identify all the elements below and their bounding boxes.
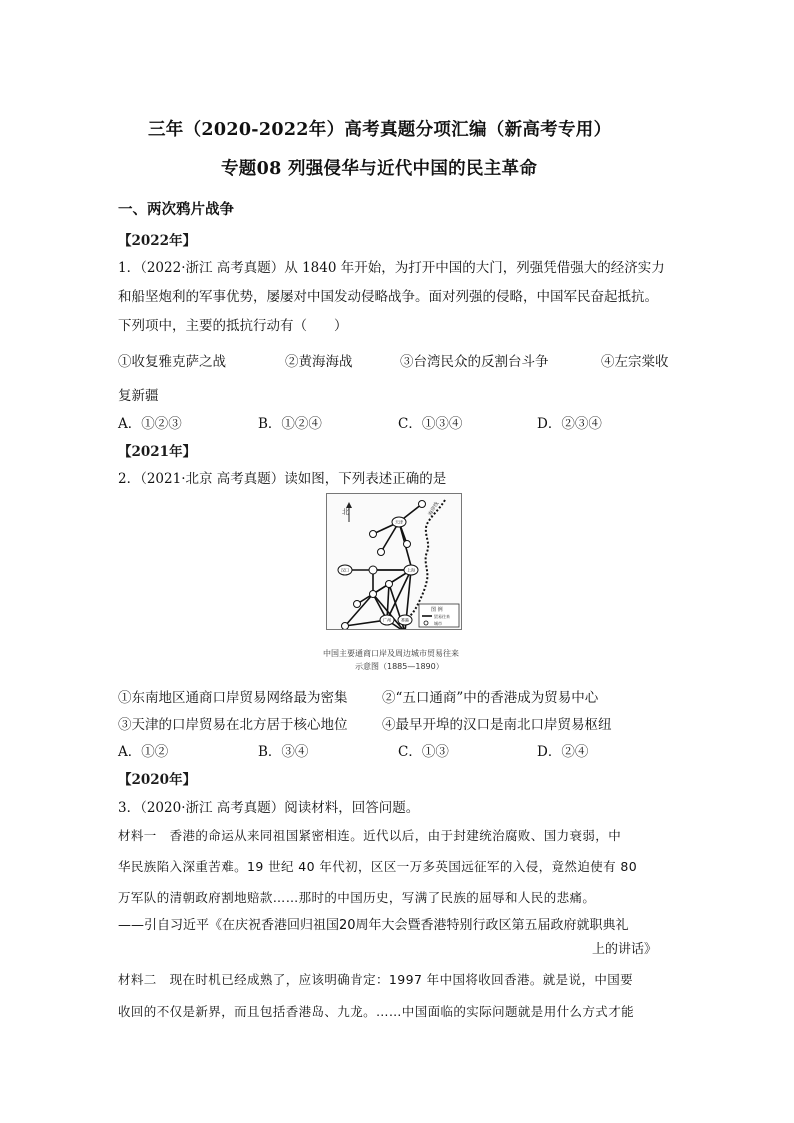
legend-circle-icon	[424, 621, 428, 625]
year-tag-2020: 【2020年】	[118, 772, 197, 788]
city-label: 上海	[407, 567, 415, 573]
q2-option-d[interactable]: D．②④	[537, 744, 589, 760]
q1-option-b[interactable]: B．①②④	[258, 416, 322, 432]
q2-option-a[interactable]: A．①②	[118, 744, 169, 760]
coastline-label: 海岸线	[427, 500, 441, 517]
q1-stem-line: 1．（2022·浙江 高考真题）从 1840 年开始，为打开中国的大门，列强凭借强大的经济实力	[118, 260, 665, 276]
legend-item: 城市	[434, 621, 442, 626]
q1-item: ③台湾民众的反割台斗争	[400, 354, 549, 370]
q1-option-a[interactable]: A．①②③	[118, 416, 182, 432]
q1-option-c[interactable]: C．①③④	[398, 416, 463, 432]
trade-map-figure	[326, 493, 462, 630]
q2-stem: 2．（2021·北京 高考真题）读如图，下列表述正确的是	[118, 471, 447, 487]
q1-item: ②黄海海战	[285, 354, 353, 370]
q3-stem: 3．（2020·浙江 高考真题）阅读材料，回答问题。	[118, 800, 420, 816]
city-label: 香港	[401, 617, 409, 623]
section-heading: 一、两次鸦片战争	[118, 201, 234, 218]
north-label: 北	[342, 508, 349, 516]
material-two-line: 收回的不仅是新界，而且包括香港岛、九龙。……中国面临的实际问题就是用什么方式才能	[118, 1004, 635, 1019]
material-one-line: 材料一 香港的命运从来同祖国紧密相连。近代以后，由于封建统治腐败、国力衰弱，中	[118, 828, 622, 843]
q2-item: ③天津的口岸贸易在北方居于核心地位	[118, 717, 348, 733]
document-subtitle: 专题08 列强侵华与近代中国的民主革命	[221, 159, 538, 179]
legend-title: 图 例	[431, 607, 443, 613]
q1-item: ④左宗棠收	[601, 354, 669, 370]
year-tag-2021: 【2021年】	[118, 444, 197, 460]
city-label: 天津	[395, 519, 403, 525]
q1-option-d[interactable]: D．②③④	[537, 416, 602, 432]
city-label: 广州	[383, 617, 391, 623]
material-one-line: 万军队的清朝政府割地赔款……那时的中国历史，写满了民族的屈辱和人民的悲痛。	[118, 890, 596, 905]
legend-item: 贸易往来	[434, 614, 450, 619]
map-caption: 示意图（1885—1890）	[355, 662, 444, 671]
q2-option-c[interactable]: C．①③	[398, 744, 449, 760]
city-label: 汉口	[341, 567, 349, 573]
q2-item: ①东南地区通商口岸贸易网络最为密集	[118, 690, 348, 706]
quote-source-line: 上的讲话》	[592, 942, 658, 957]
map-caption: 中国主要通商口岸及周边城市贸易往来	[323, 649, 459, 658]
q2-item: ④最早开埠的汉口是南北口岸贸易枢纽	[382, 717, 612, 733]
q2-item: ②“五口通商”中的香港成为贸易中心	[382, 690, 599, 706]
q2-option-b[interactable]: B．③④	[258, 744, 309, 760]
quote-source-line: ——引自习近平《在庆祝香港回归祖国20周年大会暨香港特别行政区第五届政府就职典礼	[118, 918, 629, 933]
q1-stem-line: 下列项中，主要的抵抗行动有（ ）	[118, 318, 348, 334]
document-title: 三年（2020-2022年）高考真题分项汇编（新高考专用）	[148, 120, 612, 140]
q1-item-continued: 复新疆	[118, 388, 159, 404]
q1-item: ①收复雅克萨之战	[118, 354, 226, 370]
material-two-line: 材料二 现在时机已经成熟了，应该明确肯定：1997 年中国将收回香港。就是说，中国要	[118, 972, 634, 987]
trade-map-svg	[327, 494, 461, 629]
material-one-line: 华民族陷入深重苦难。19 世纪 40 年代初，区区一万多英国远征军的入侵，竟然迫使有 80	[118, 859, 638, 874]
year-tag-2022: 【2022年】	[118, 233, 197, 249]
q1-stem-line: 和船坚炮利的军事优势，屡屡对中国发动侵略战争。面对列强的侵略，中国军民奋起抵抗。	[118, 289, 658, 305]
